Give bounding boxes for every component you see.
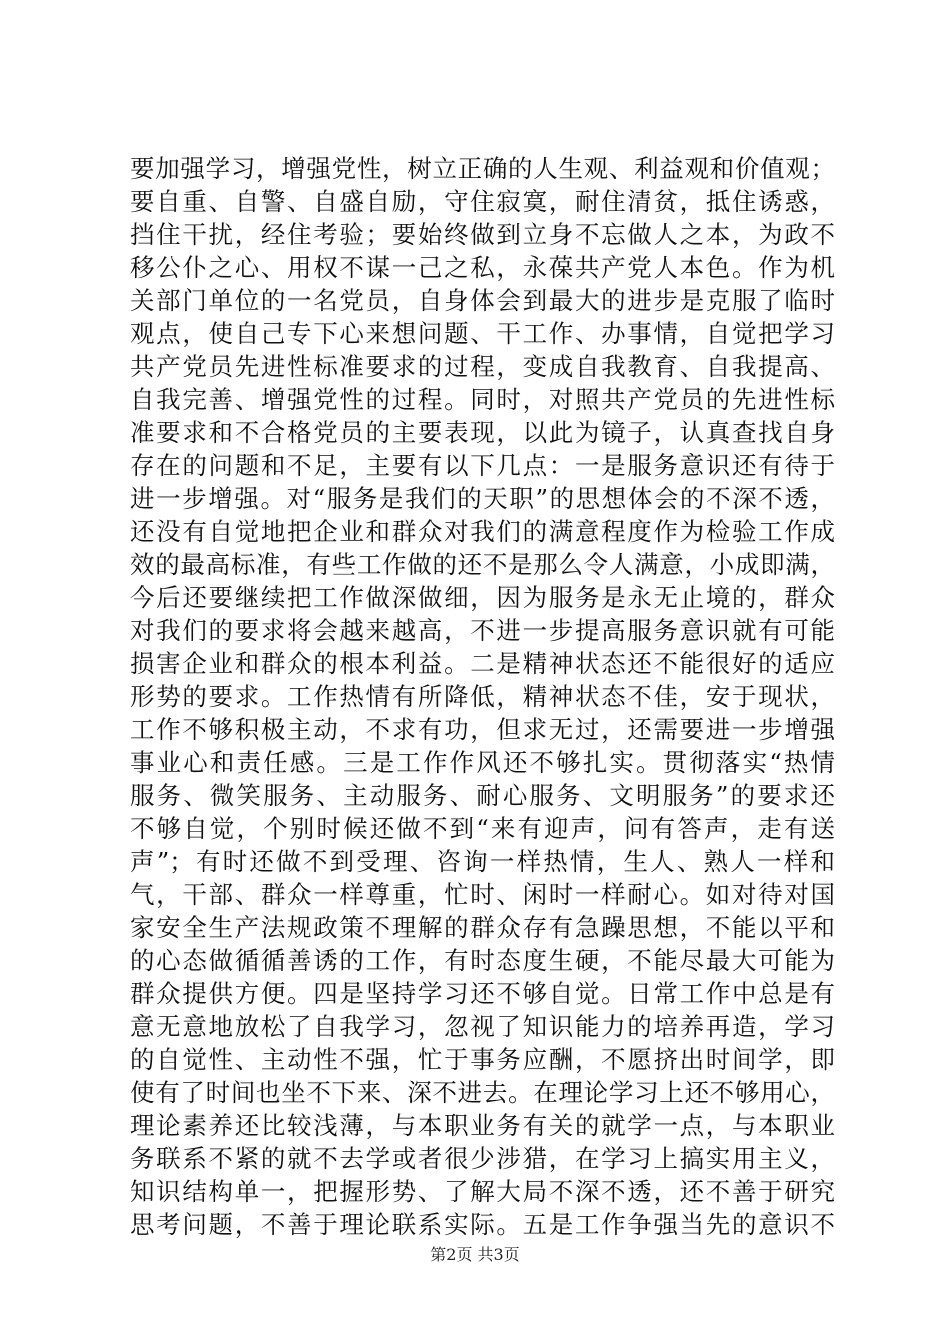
text-line: 不够自觉，个别时候还做不到“来有迎声，问有答声，走有送: [130, 814, 835, 843]
text-line: 效的最高标准，有些工作做的还不是那么令人满意，小成即满，: [130, 550, 835, 579]
text-line: 理论素养还比较浅薄，与本职业务有关的就学一点，与本职业: [130, 1111, 835, 1140]
text-line: 服务、微笑服务、主动服务、耐心服务、文明服务”的要求还: [130, 781, 835, 810]
text-line: 今后还要继续把工作做深做细，因为服务是永无止境的，群众: [130, 583, 835, 612]
text-line: 声”；有时还做不到受理、咨询一样热情，生人、熟人一样和: [130, 847, 835, 876]
text-line: 形势的要求。工作热情有所降低，精神状态不佳，安于现状，: [130, 682, 835, 711]
text-line: 自我完善、增强党性的过程。同时，对照共产党员的先进性标: [130, 385, 835, 414]
text-line: 意无意地放松了自我学习，忽视了知识能力的培养再造，学习: [130, 1012, 835, 1041]
text-line: 移公仆之心、用权不谋一己之私，永葆共产党人本色。作为机: [130, 253, 835, 282]
text-line: 进一步增强。对“服务是我们的天职”的思想体会的不深不透，: [130, 484, 835, 513]
text-line: 气，干部、群众一样尊重，忙时、闲时一样耐心。如对待对国: [130, 880, 835, 909]
text-line: 的心态做循循善诱的工作，有时态度生硬，不能尽最大可能为: [130, 946, 835, 975]
text-line: 存在的问题和不足，主要有以下几点：一是服务意识还有待于: [130, 451, 835, 480]
text-line: 准要求和不合格党员的主要表现，以此为镜子，认真查找自身: [130, 418, 835, 447]
text-line: 群众提供方便。四是坚持学习还不够自觉。日常工作中总是有: [130, 979, 835, 1008]
text-line: 共产党员先进性标准要求的过程，变成自我教育、自我提高、: [130, 352, 835, 381]
text-line: 思考问题，不善于理论联系实际。五是工作争强当先的意识不: [130, 1210, 835, 1239]
body-paragraph: [130, 152, 835, 1241]
text-line: 使有了时间也坐不下来、深不进去。在理论学习上还不够用心，: [130, 1078, 835, 1107]
text-line: 损害企业和群众的根本利益。二是精神状态还不能很好的适应: [130, 649, 835, 678]
text-line: 工作不够积极主动，不求有功，但求无过，还需要进一步增强: [130, 715, 835, 744]
text-line: 关部门单位的一名党员，自身体会到最大的进步是克服了临时: [130, 286, 835, 315]
text-line: 还没有自觉地把企业和群众对我们的满意程度作为检验工作成: [130, 517, 835, 546]
text-line: 务联系不紧的就不去学或者很少涉猎，在学习上搞实用主义，: [130, 1144, 835, 1173]
text-line: 要加强学习，增强党性，树立正确的人生观、利益观和价值观；: [130, 154, 835, 183]
text-line: 家安全生产法规政策不理解的群众存有急躁思想，不能以平和: [130, 913, 835, 942]
page-footer: 第2页 共3页: [430, 1245, 520, 1264]
text-line: 知识结构单一，把握形势、了解大局不深不透，还不善于研究: [130, 1177, 835, 1206]
text-line: 的自觉性、主动性不强，忙于事务应酬，不愿挤出时间学，即: [130, 1045, 835, 1074]
text-line: 要自重、自警、自盛自励，守住寂寞，耐住清贫，抵住诱惑，: [130, 187, 835, 216]
text-line: 挡住干扰，经住考验；要始终做到立身不忘做人之本，为政不: [130, 220, 835, 249]
text-line: 事业心和责任感。三是工作作风还不够扎实。贯彻落实“热情: [130, 748, 835, 777]
text-line: 对我们的要求将会越来越高，不进一步提高服务意识就有可能: [130, 616, 835, 645]
text-line: 观点，使自己专下心来想问题、干工作、办事情，自觉把学习: [130, 319, 835, 348]
